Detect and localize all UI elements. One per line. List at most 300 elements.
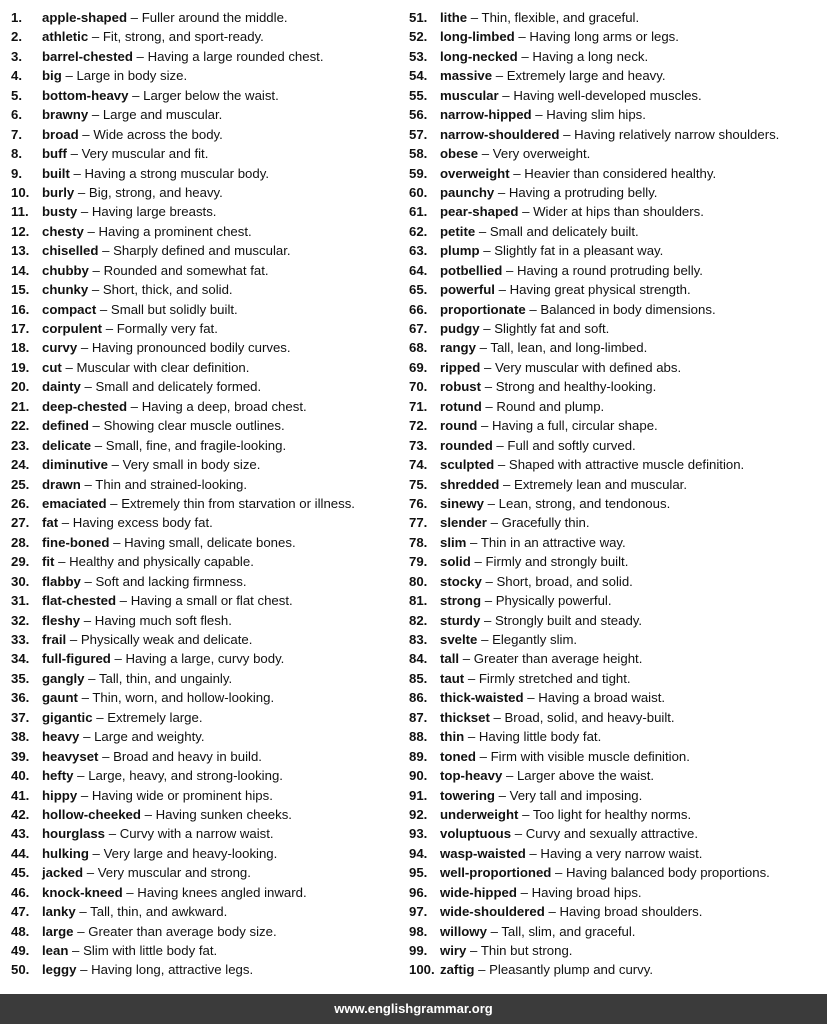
item-term: massive <box>440 68 493 84</box>
item-term: drawn <box>42 476 81 492</box>
list-item <box>11 533 396 552</box>
item-number: 61. <box>409 204 428 220</box>
item-number: 56. <box>409 107 428 123</box>
item-definition: Larger above the waist. <box>516 768 655 784</box>
item-number: 3. <box>11 48 22 64</box>
item-number: 78. <box>409 534 428 550</box>
item-term: narrow-hipped <box>440 107 532 123</box>
item-term: svelte <box>440 632 478 647</box>
item-number: 13. <box>11 243 30 259</box>
item-term: compact <box>42 301 97 317</box>
item-separator: – <box>102 321 117 336</box>
list-item <box>409 786 827 805</box>
item-separator: – <box>459 651 474 667</box>
item-number: 28. <box>11 534 30 550</box>
item-separator: – <box>502 262 517 278</box>
list-item <box>11 960 396 979</box>
item-definition: Very small in body size. <box>122 457 261 473</box>
list-item <box>11 513 396 532</box>
item-term: broad <box>42 126 79 142</box>
item-definition: Small but solidly built. <box>110 301 238 317</box>
item-definition: Having a large, curvy body. <box>125 651 285 667</box>
item-number: 6. <box>11 107 22 123</box>
item-definition: Wide across the body. <box>93 126 223 142</box>
item-number: 36. <box>11 690 30 706</box>
item-number: 38. <box>11 729 30 745</box>
item-term: rounded <box>440 437 493 453</box>
item-number: 27. <box>11 515 30 531</box>
item-separator: – <box>464 670 479 686</box>
item-number: 97. <box>409 904 428 920</box>
item-definition: Showing clear muscle outlines. <box>103 418 285 434</box>
item-definition: Curvy with a narrow waist. <box>119 826 274 842</box>
item-definition: Strongly built and steady. <box>494 612 643 628</box>
item-number: 15. <box>11 282 30 298</box>
item-number: 20. <box>11 379 30 395</box>
item-definition: Big, strong, and heavy. <box>88 184 223 200</box>
list-item <box>409 8 827 27</box>
list-item <box>409 805 827 824</box>
item-definition: Fit, strong, and sport-ready. <box>102 29 264 45</box>
list-item <box>11 338 396 357</box>
item-separator: – <box>83 223 99 239</box>
list-item <box>11 649 396 668</box>
item-separator: – <box>475 340 491 356</box>
list-item <box>11 922 396 941</box>
item-definition: Having well-developed muscles. <box>513 87 702 103</box>
item-definition: Having a very narrow waist. <box>540 845 703 861</box>
word-list-column-right <box>409 8 827 980</box>
item-separator: – <box>544 904 560 920</box>
list-item <box>409 202 827 221</box>
item-definition: Greater than average body size. <box>88 923 277 939</box>
list-item <box>409 611 827 630</box>
item-separator: – <box>502 768 517 784</box>
item-term: barrel-chested <box>42 48 133 64</box>
item-separator: – <box>61 359 77 375</box>
item-number: 65. <box>409 282 428 298</box>
item-definition: Thin, worn, and hollow-looking. <box>92 690 275 706</box>
item-term: hulking <box>42 845 89 861</box>
item-term: rotund <box>440 398 482 414</box>
item-definition: Having large breasts. <box>91 204 217 220</box>
list-item <box>409 669 827 688</box>
item-number: 47. <box>11 904 30 920</box>
item-separator: – <box>88 418 104 434</box>
list-item <box>11 144 396 163</box>
item-definition: Extremely large. <box>107 709 203 725</box>
item-definition: Wider at hips than shoulders. <box>533 204 704 220</box>
item-term: voluptuous <box>440 826 512 842</box>
item-term: rangy <box>440 340 476 356</box>
item-definition: Extremely thin from starvation or illness. <box>121 495 355 511</box>
item-separator: – <box>481 398 497 414</box>
item-term: athletic <box>42 29 89 45</box>
item-separator: – <box>517 48 533 64</box>
item-term: underweight <box>440 806 519 822</box>
item-number: 87. <box>409 709 428 725</box>
item-separator: – <box>106 495 122 511</box>
list-item <box>11 630 396 649</box>
item-definition: Having a round protruding belly. <box>516 262 703 278</box>
item-number: 93. <box>409 826 428 842</box>
item-definition: Round and plump. <box>496 398 605 414</box>
list-item <box>409 844 827 863</box>
item-term: deep-chested <box>42 398 128 414</box>
list-item <box>11 494 396 513</box>
item-separator: – <box>516 884 532 900</box>
list-item <box>409 47 827 66</box>
item-number: 90. <box>409 768 428 784</box>
item-term: fit <box>42 554 55 570</box>
item-definition: Slim with little body fat. <box>83 943 218 958</box>
item-number: 95. <box>409 865 428 881</box>
item-number: 57. <box>409 126 428 142</box>
item-definition: Large and muscular. <box>102 107 223 123</box>
item-number: 70. <box>409 379 428 395</box>
item-term: gaunt <box>42 690 78 706</box>
list-item <box>409 649 827 668</box>
item-number: 31. <box>11 593 30 609</box>
item-definition: Tall, thin, and ungainly. <box>98 670 233 686</box>
item-separator: – <box>77 204 92 220</box>
list-item <box>409 863 827 882</box>
list-item <box>11 202 396 221</box>
item-term: plump <box>440 243 480 259</box>
item-number: 24. <box>11 457 30 473</box>
item-definition: Small, fine, and fragile-looking. <box>105 437 287 453</box>
item-number: 41. <box>11 787 30 803</box>
item-number: 58. <box>409 146 428 162</box>
item-separator: – <box>98 243 114 259</box>
list-item <box>11 280 396 299</box>
item-number: 45. <box>11 865 30 881</box>
item-definition: Having broad shoulders. <box>559 904 703 920</box>
item-separator: – <box>73 768 89 784</box>
list-item <box>409 66 827 85</box>
item-separator: – <box>73 923 89 939</box>
item-term: burly <box>42 184 75 200</box>
item-term: full-figured <box>42 651 111 667</box>
item-number: 7. <box>11 126 22 142</box>
item-separator: – <box>88 29 103 45</box>
list-item <box>409 766 827 785</box>
item-number: 2. <box>11 29 22 45</box>
item-number: 59. <box>409 165 428 181</box>
item-definition: Firm with visible muscle definition. <box>490 748 690 764</box>
item-separator: – <box>492 68 507 84</box>
item-separator: – <box>77 787 92 803</box>
list-item <box>409 824 827 843</box>
item-number: 79. <box>409 554 428 570</box>
item-number: 42. <box>11 806 30 822</box>
item-separator: – <box>494 184 509 200</box>
item-term: wasp-waisted <box>440 845 526 861</box>
list-item <box>409 222 827 241</box>
item-term: toned <box>440 748 476 764</box>
list-item <box>11 416 396 435</box>
item-definition: Greater than average height. <box>473 651 643 667</box>
item-separator: – <box>68 943 84 958</box>
item-definition: Having a protruding belly. <box>508 184 658 200</box>
list-item <box>409 572 827 591</box>
list-item <box>409 261 827 280</box>
list-item <box>409 338 827 357</box>
list-item <box>11 300 396 319</box>
item-definition: Broad and heavy in build. <box>113 748 262 764</box>
item-separator: – <box>474 962 490 978</box>
item-separator: – <box>77 690 93 706</box>
item-number: 85. <box>409 670 428 686</box>
item-number: 55. <box>409 87 428 103</box>
item-definition: Balanced in body dimensions. <box>540 301 716 317</box>
item-number: 86. <box>409 690 428 706</box>
item-separator: – <box>128 87 144 103</box>
item-separator: – <box>525 845 541 861</box>
item-number: 23. <box>11 437 30 453</box>
item-term: emaciated <box>42 495 107 511</box>
item-term: strong <box>440 593 482 609</box>
list-item <box>11 241 396 260</box>
item-term: built <box>42 165 70 181</box>
item-term: powerful <box>440 282 495 298</box>
item-term: muscular <box>440 87 499 103</box>
list-item <box>11 8 396 27</box>
list-item <box>409 455 827 474</box>
item-definition: Large in body size. <box>76 68 188 84</box>
item-term: solid <box>440 554 471 570</box>
item-definition: Physically weak and delicate. <box>80 632 253 647</box>
item-number: 52. <box>409 29 428 45</box>
item-term: leggy <box>42 962 77 978</box>
item-term: hollow-cheeked <box>42 806 141 822</box>
list-item <box>409 941 827 960</box>
item-separator: – <box>477 632 493 647</box>
list-item <box>409 688 827 707</box>
item-separator: – <box>481 573 497 589</box>
item-term: petite <box>440 223 476 239</box>
item-term: thick-waisted <box>440 690 524 706</box>
item-number: 40. <box>11 768 30 784</box>
item-definition: Having great physical strength. <box>509 282 691 298</box>
item-term: sculpted <box>440 457 495 473</box>
list-item <box>409 552 827 571</box>
item-separator: – <box>559 126 575 142</box>
item-separator: – <box>88 282 103 298</box>
item-separator: – <box>479 321 495 336</box>
item-definition: Having excess body fat. <box>72 515 213 531</box>
item-term: lean <box>42 943 69 958</box>
list-item <box>11 222 396 241</box>
item-number: 12. <box>11 223 30 239</box>
item-term: slender <box>440 515 487 531</box>
item-separator: – <box>83 865 98 881</box>
item-separator: – <box>80 612 95 628</box>
list-item <box>11 786 396 805</box>
item-definition: Curvy and sexually attractive. <box>525 826 698 842</box>
item-definition: Having a long neck. <box>532 48 649 64</box>
item-term: defined <box>42 418 89 434</box>
item-definition: Having wide or prominent hips. <box>91 787 273 803</box>
item-separator: – <box>76 962 92 978</box>
item-separator: – <box>132 48 148 64</box>
item-number: 14. <box>11 262 30 278</box>
item-term: fat <box>42 515 59 531</box>
item-definition: Healthy and physically capable. <box>69 554 254 570</box>
item-number: 88. <box>409 729 428 745</box>
item-term: hourglass <box>42 826 106 842</box>
item-separator: – <box>464 729 479 745</box>
item-term: fleshy <box>42 612 81 628</box>
item-number: 22. <box>11 418 30 434</box>
list-item <box>409 241 827 260</box>
item-term: willowy <box>440 923 487 939</box>
item-definition: Having knees angled inward. <box>137 884 307 900</box>
item-term: chesty <box>42 223 84 239</box>
item-separator: – <box>78 126 94 142</box>
list-item <box>11 319 396 338</box>
item-term: top-heavy <box>440 768 503 784</box>
item-term: jacked <box>42 865 84 881</box>
item-definition: Having a small or flat chest. <box>130 593 293 609</box>
item-term: cut <box>42 359 62 375</box>
item-term: dainty <box>42 379 81 395</box>
item-term: brawny <box>42 107 89 123</box>
item-term: thickset <box>440 709 490 725</box>
item-number: 71. <box>409 398 428 414</box>
item-term: sturdy <box>440 612 481 628</box>
item-separator: – <box>58 515 73 531</box>
list-item <box>409 960 827 979</box>
item-separator: – <box>531 107 547 123</box>
item-definition: Tall, slim, and graceful. <box>501 923 636 939</box>
item-term: flabby <box>42 573 81 589</box>
item-separator: – <box>470 554 486 570</box>
item-number: 10. <box>11 184 30 200</box>
item-term: long-necked <box>440 48 518 64</box>
word-list-column-left <box>11 8 396 980</box>
list-item <box>11 552 396 571</box>
list-item <box>11 105 396 124</box>
item-separator: – <box>492 437 508 453</box>
list-item <box>409 397 827 416</box>
item-number: 8. <box>11 146 22 162</box>
item-separator: – <box>498 87 514 103</box>
item-separator: – <box>80 476 96 492</box>
list-item <box>409 922 827 941</box>
item-number: 69. <box>409 359 428 375</box>
item-number: 32. <box>11 612 30 628</box>
item-number: 18. <box>11 340 30 356</box>
item-separator: – <box>483 495 499 511</box>
item-definition: Elegantly slim. <box>492 632 578 647</box>
item-number: 94. <box>409 845 428 861</box>
list-item <box>11 902 396 921</box>
item-definition: Thin and strained-looking. <box>95 476 248 492</box>
list-item <box>409 300 827 319</box>
list-item <box>409 630 827 649</box>
list-item <box>11 377 396 396</box>
item-separator: – <box>551 865 567 881</box>
item-definition: Having a broad waist. <box>538 690 666 706</box>
item-definition: Very muscular with defined abs. <box>494 359 682 375</box>
item-definition: Having sunken cheeks. <box>155 806 292 822</box>
item-term: long-limbed <box>440 29 515 45</box>
item-definition: Fuller around the middle. <box>141 10 288 25</box>
list-item <box>11 455 396 474</box>
item-definition: Short, broad, and solid. <box>496 573 633 589</box>
item-separator: – <box>79 729 95 745</box>
list-item <box>11 397 396 416</box>
list-item <box>409 358 827 377</box>
item-separator: – <box>88 107 103 123</box>
item-term: frail <box>42 632 67 647</box>
list-item <box>409 747 827 766</box>
item-separator: – <box>514 29 530 45</box>
item-number: 29. <box>11 554 30 570</box>
item-term: proportionate <box>440 301 526 317</box>
item-term: obese <box>440 146 479 162</box>
item-number: 76. <box>409 495 428 511</box>
item-number: 48. <box>11 923 30 939</box>
list-item <box>11 183 396 202</box>
item-separator: – <box>479 243 495 259</box>
item-definition: Rounded and somewhat fat. <box>103 262 269 278</box>
item-definition: Very overweight. <box>492 146 591 162</box>
item-number: 98. <box>409 923 428 939</box>
list-item <box>11 669 396 688</box>
item-definition: Formally very fat. <box>116 321 218 336</box>
item-number: 34. <box>11 651 30 667</box>
item-separator: – <box>518 806 533 822</box>
item-definition: Thin, flexible, and graceful. <box>481 10 640 25</box>
item-number: 16. <box>11 301 30 317</box>
item-separator: – <box>499 476 515 492</box>
item-term: pudgy <box>440 321 480 336</box>
item-separator: – <box>489 709 505 725</box>
item-number: 11. <box>11 204 29 220</box>
item-separator: – <box>525 301 541 317</box>
item-definition: Slightly fat in a pleasant way. <box>494 243 664 259</box>
item-separator: – <box>518 204 534 220</box>
list-item <box>11 941 396 960</box>
item-number: 46. <box>11 884 30 900</box>
item-separator: – <box>66 632 81 647</box>
item-number: 54. <box>409 68 428 84</box>
item-term: narrow-shouldered <box>440 126 560 142</box>
item-separator: – <box>127 10 142 25</box>
list-item <box>11 688 396 707</box>
item-definition: Strong and healthy-looking. <box>495 379 657 395</box>
list-item <box>409 436 827 455</box>
item-term: shredded <box>440 476 500 492</box>
item-term: busty <box>42 204 78 220</box>
item-term: wide-hipped <box>440 884 517 900</box>
item-separator: – <box>80 573 96 589</box>
item-separator: – <box>110 651 126 667</box>
item-separator: – <box>475 223 490 239</box>
item-separator: – <box>69 165 85 181</box>
item-number: 50. <box>11 962 30 978</box>
item-definition: Having long arms or legs. <box>529 29 679 45</box>
item-number: 74. <box>409 457 428 473</box>
item-term: knock-kneed <box>42 884 123 900</box>
list-item <box>11 27 396 46</box>
item-number: 49. <box>11 943 30 958</box>
list-item <box>409 416 827 435</box>
item-term: stocky <box>440 573 482 589</box>
item-definition: Very muscular and strong. <box>97 865 251 881</box>
